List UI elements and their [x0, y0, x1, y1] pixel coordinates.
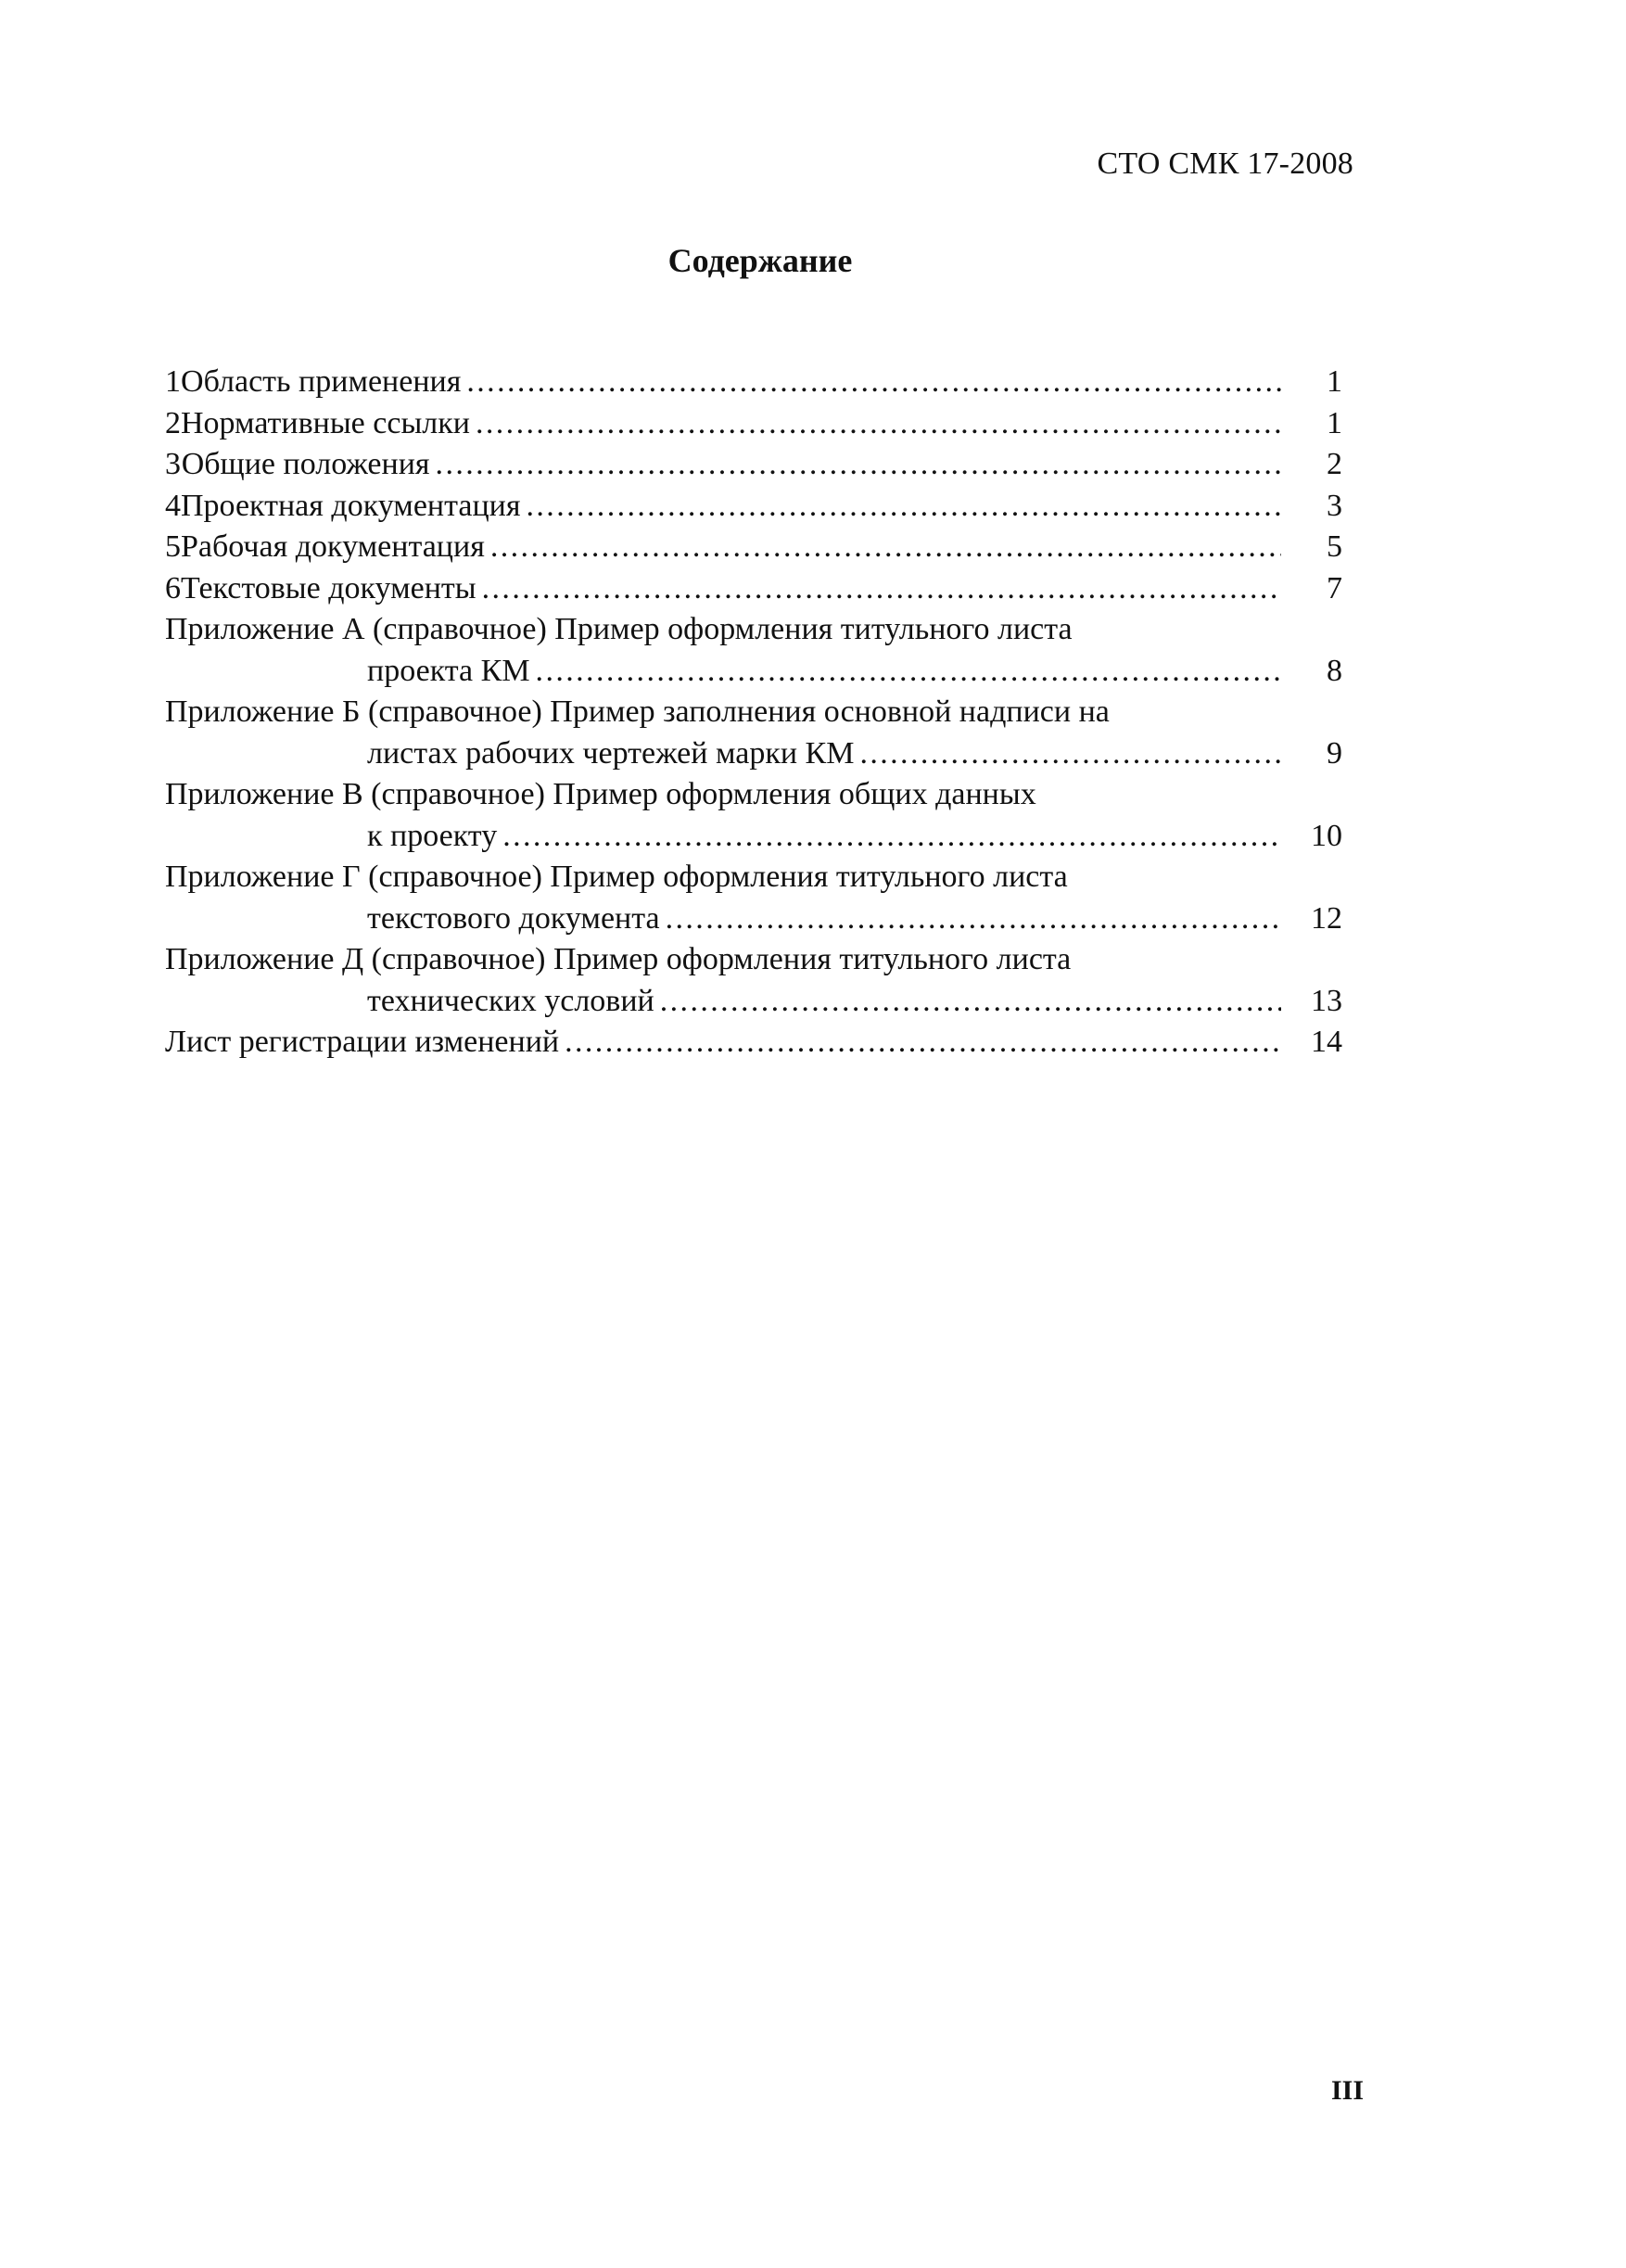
toc-entry-page: 3: [1327, 488, 1342, 523]
toc-entry-label-first-line: Приложение А (справочное) Пример оформления титульного листа: [165, 612, 1073, 646]
toc-entry-page: 1: [1327, 364, 1342, 399]
toc-dot-leader: [859, 733, 1281, 775]
toc-entry-label-first-line: Приложение Д (справочное) Пример оформления титульного листа: [165, 942, 1072, 976]
toc-dot-leader: [466, 362, 1281, 403]
toc-entry-page: 8: [1327, 653, 1342, 688]
toc-entry-label: Нормативные ссылки: [181, 405, 470, 440]
toc-entry-page: 5: [1327, 529, 1342, 564]
toc-entry-appendix-a[interactable]: [165, 609, 1342, 692]
table-of-contents: [165, 362, 1342, 1064]
toc-dot-leader: [436, 444, 1281, 486]
toc-entry[interactable]: [165, 444, 1342, 486]
toc-entry-page: 1: [1327, 405, 1342, 440]
toc-entry-page: 9: [1327, 735, 1342, 771]
toc-entry-label: Текстовые документы: [181, 570, 476, 605]
toc-entry-number: 4: [165, 488, 181, 523]
toc-entry-label: Лист регистрации изменений: [165, 1025, 560, 1059]
toc-entry-page: 10: [1311, 818, 1342, 853]
toc-entry[interactable]: [165, 486, 1342, 528]
toc-entry-number: 1: [165, 364, 181, 399]
toc-entry-label: Общие положения: [181, 447, 430, 481]
page-number: III: [1331, 2075, 1365, 2106]
toc-entry-page: 2: [1327, 447, 1342, 481]
toc-entry-page: 12: [1311, 900, 1342, 936]
toc-entry[interactable]: [165, 568, 1342, 610]
toc-entry-label: листах рабочих чертежей марки КМ: [367, 735, 855, 771]
toc-entry-page: 7: [1327, 570, 1342, 605]
toc-dot-leader: [502, 816, 1281, 858]
toc-entry-change-log[interactable]: [165, 1022, 1342, 1064]
toc-entry-number: 6: [165, 570, 181, 605]
toc-entry-number: 5: [165, 529, 181, 564]
toc-entry-label: Проектная документация: [181, 488, 521, 523]
toc-entry-appendix-b[interactable]: [165, 692, 1342, 774]
toc-dot-leader: [482, 568, 1281, 610]
toc-dot-leader: [536, 651, 1281, 693]
toc-entry-number: 3: [165, 447, 181, 481]
toc-entry[interactable]: [165, 403, 1342, 445]
toc-dot-leader: [476, 403, 1281, 445]
toc-entry-appendix-d[interactable]: [165, 939, 1342, 1022]
toc-dot-leader: [666, 898, 1281, 940]
toc-entry-label: проекта КМ: [367, 653, 530, 688]
toc-entry[interactable]: [165, 527, 1342, 568]
toc-entry-number: 2: [165, 405, 181, 440]
toc-entry-page: 14: [1311, 1025, 1342, 1059]
toc-title: Содержание: [667, 242, 853, 279]
toc-entry-label-first-line: Приложение Б (справочное) Пример заполнения основной надписи на: [165, 694, 1110, 729]
toc-entry-label: Область применения: [181, 364, 462, 399]
toc-dot-leader: [565, 1022, 1281, 1064]
toc-dot-leader: [660, 981, 1281, 1023]
toc-entry-label: текстового документа: [367, 900, 660, 936]
toc-entry-page: 13: [1311, 983, 1342, 1018]
document-code: СТО СМК 17-2008: [1097, 147, 1353, 181]
toc-entry-label: к проекту: [367, 818, 498, 853]
toc-dot-leader: [527, 486, 1282, 528]
toc-entry[interactable]: [165, 362, 1342, 403]
toc-dot-leader: [490, 527, 1281, 568]
toc-entry-label: технических условий: [367, 983, 654, 1018]
toc-entry-label: Рабочая документация: [181, 529, 485, 564]
toc-entry-appendix-v[interactable]: [165, 774, 1342, 857]
toc-entry-appendix-g[interactable]: [165, 857, 1342, 939]
toc-entry-label-first-line: Приложение Г (справочное) Пример оформления титульного листа: [165, 860, 1068, 894]
toc-entry-label-first-line: Приложение В (справочное) Пример оформления общих данных: [165, 777, 1036, 811]
